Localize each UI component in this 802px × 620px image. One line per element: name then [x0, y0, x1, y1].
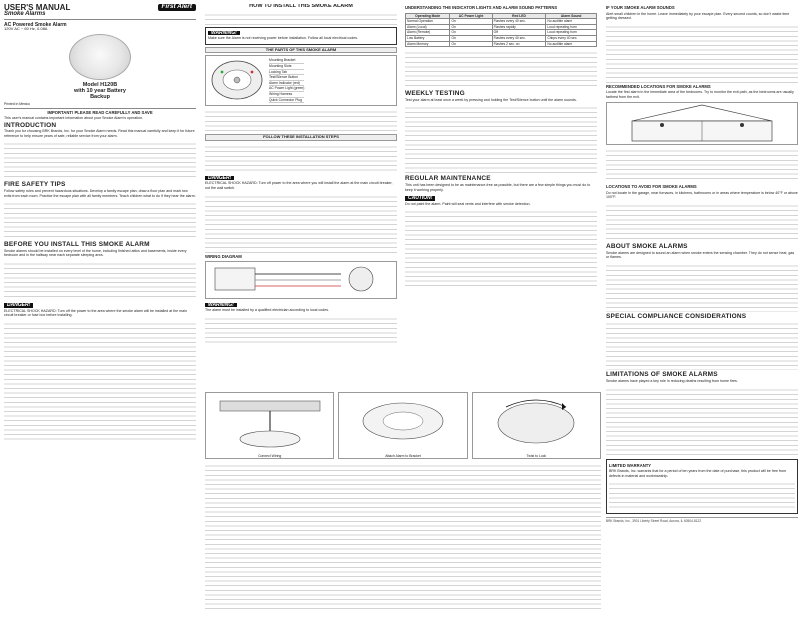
warning-body-lines [205, 315, 397, 345]
caution-label: CAUTION! [405, 196, 435, 201]
table-cell: Flashes rapidly [492, 24, 546, 30]
weekly-testing-text: Test your alarm at least once a week by pressing and holding the Test/Silence button until the alarm sounds. [405, 97, 577, 102]
avoid-locations-heading: LOCATIONS TO AVOID FOR SMOKE ALARMS [606, 184, 697, 190]
intro-body-lines [4, 140, 196, 180]
if-alarm-sounds-heading: IF YOUR SMOKE ALARM SOUNDS [606, 5, 675, 10]
table-cell: Alarm (Remote) [406, 30, 450, 36]
follow-steps-body-lines [205, 143, 397, 173]
print-info [4, 102, 196, 110]
recommended-body-lines [606, 147, 798, 183]
regular-maintenance-text: This unit has been designed to be as maintenance-free as possible, but there are a few simple things you must do to keep it working properly. [405, 182, 591, 192]
column-2 [205, 4, 397, 388]
model-line-1: Model H120B [82, 81, 118, 88]
if-alarm-body-lines [606, 23, 798, 83]
parts-diagram [205, 55, 397, 106]
part-1: Mounting Bracket [269, 58, 304, 64]
how-to-install-body-lines [205, 11, 397, 25]
parts-body-lines [205, 108, 397, 132]
about-heading: ABOUT SMOKE ALARMS [606, 242, 688, 250]
part-3: Locking Tab [269, 70, 304, 76]
compliance-body-lines [606, 320, 798, 370]
figure-1-caption: Connect Wiring [258, 454, 282, 458]
warning-text-2: The alarm must be installed by a qualified electrician according to local codes. [205, 308, 330, 313]
fire-safety-body-lines [4, 200, 196, 240]
wiring-heading: WIRING DIAGRAM [205, 253, 242, 259]
figure-2-drawing [343, 393, 463, 453]
warning-label-1: WARNING! [208, 31, 240, 36]
product-name: Smoke Alarms [4, 11, 46, 17]
table-cell: No audible alarm [546, 19, 597, 25]
intro-heading: INTRODUCTION [4, 121, 57, 129]
figure-2 [338, 392, 467, 459]
warning-label-2: WARNING! [205, 303, 237, 308]
before-install-heading: BEFORE YOU INSTALL THIS SMOKE ALARM [4, 241, 150, 249]
if-alarm-sounds-text: Alert small children in the home. Leave immediately by your escape plan. Every second counts, so don't waste time getting dressed. [606, 11, 790, 21]
part-4: Test/Silence Button [269, 75, 304, 81]
limitations-body-lines [606, 386, 798, 456]
part-5: Alarm Indicator (red) [269, 81, 304, 87]
wiring-diagram [205, 261, 397, 299]
danger-body-lines [4, 320, 196, 440]
wiring-drawing [211, 262, 391, 296]
power-rating: 120V AC ~ 60 Hz, 0.08A [4, 26, 48, 32]
figure-body-lines [205, 462, 601, 612]
recommended-locations-heading: RECOMMENDED LOCATIONS FOR SMOKE ALARMS [606, 83, 711, 89]
limitations-text: Smoke alarms have played a key role in reducing deaths resulting from home fires. [606, 378, 738, 383]
figure-1 [205, 392, 334, 459]
figure-2-caption: Attach Alarm to Bracket [385, 454, 421, 458]
maintenance-body-lines [405, 208, 597, 288]
table-cell: Low Battery [406, 35, 450, 41]
part-2: Mounting Slots [269, 64, 304, 70]
table-cell: Flashes every 40 sec. [492, 19, 546, 25]
recommended-locations-text: Locate the first alarm in the immediate area of the bedrooms. Try to monitor the exit path, as the bedrooms are usually farthest from the exit. [606, 90, 794, 99]
model-line-3: Backup [90, 93, 110, 100]
important-text: This user's manual contains important information about your Smoke Alarm's operation. [4, 115, 143, 120]
table-cell: Loud repeating horn [546, 24, 597, 30]
footer-address: BRK Brands, Inc., 3901 Liberty Street Road, Aurora, IL 60504-8122 [606, 517, 798, 524]
about-text: Smoke alarms are designed to sound an alarm when smoke enters the sensing chamber. They do not sense heat, gas or flames. [606, 250, 795, 260]
warning-text-1: Make sure the Alarm is not receiving power before installation. Follow all local electrical codes. [208, 36, 359, 41]
table-cell: Alarm (Local) [406, 24, 450, 30]
warranty-heading: LIMITED WARRANTY [609, 462, 652, 468]
house-diagram [606, 102, 798, 146]
table-header: Operating Mode [406, 13, 450, 19]
caution-text: Do not paint the alarm. Paint will seal vents and interfere with smoke detection. [405, 201, 531, 206]
avoid-body-lines [606, 202, 798, 242]
table-cell: Alarm Memory [406, 41, 450, 47]
figure-1-drawing [210, 393, 330, 453]
danger-text-1: ELECTRICAL SHOCK HAZARD: Turn off the power to the area where the smoke alarm will be installed at the main circuit breaker or fuse box before installing. [4, 308, 187, 318]
warranty-body-lines [609, 480, 795, 510]
install-figures [205, 390, 601, 613]
table-header: Alarm Sound [546, 13, 597, 19]
brand-logo: First Alert [158, 4, 196, 11]
table-cell: Flashes 2 sec. on [492, 41, 546, 47]
follow-steps-heading: FOLLOW THESE INSTALLATION STEPS [205, 134, 397, 141]
compliance-heading: SPECIAL COMPLIANCE CONSIDERATIONS [606, 312, 747, 320]
table-cell: On [450, 41, 492, 47]
table-cell: Loud repeating horn [546, 30, 597, 36]
alarm-parts-drawing [208, 58, 266, 102]
smoke-alarm-photo [69, 34, 131, 80]
table-cell: Flashes every 40 sec. [492, 35, 546, 41]
table-cell: On [450, 30, 492, 36]
warranty-box [606, 459, 798, 515]
column-3 [405, 4, 597, 388]
important-notice: IMPORTANT! PLEASE READ CAREFULLY AND SAVE [47, 110, 153, 116]
fire-safety-heading: FIRE SAFETY TIPS [4, 181, 66, 189]
part-6: AC Power Light (green) [269, 86, 305, 91]
parts-heading: THE PARTS OF THIS SMOKE ALARM [205, 47, 397, 54]
danger-label-2: DANGER! [205, 176, 234, 181]
about-body-lines [606, 262, 798, 312]
table-cell: No audible alarm [546, 41, 597, 47]
before-install-text: Smoke alarms should be installed on every level of the home, including finished attics and basements, inside every bedroom and in the hallway near each separate sleeping area. [4, 248, 187, 258]
column-4 [606, 4, 798, 616]
intro-text: Thank you for choosing BRK Brands, Inc. for your Smoke Alarm needs. Read this manual carefully and keep it for future reference to help ensure years of safe, reliable service from your alarm. [4, 129, 195, 138]
model-line-2: with 10 year Battery [74, 87, 126, 94]
printed-in: Printed in Mexico [4, 101, 31, 106]
warning-box-1 [205, 27, 397, 45]
limitations-heading: LIMITATIONS OF SMOKE ALARMS [606, 371, 718, 379]
table-cell: Off [492, 30, 546, 36]
indicator-table [405, 13, 597, 48]
part-7: Wiring Harness [269, 92, 304, 98]
indicator-heading: UNDERSTANDING THE INDICATOR LIGHTS AND ALARM SOUND PATTERNS [405, 5, 558, 10]
parts-list [269, 58, 304, 103]
manual-header [4, 4, 196, 20]
table-header: AC Power Light [450, 13, 492, 19]
install-steps-lines [205, 193, 397, 253]
figure-3-drawing [476, 393, 596, 453]
weekly-body-lines [405, 104, 597, 174]
column-1 [4, 4, 196, 616]
warranty-text: BRK Brands, Inc. warrants that for a period of ten years from the date of purchase, this product will be free from defects in material and workmanship. [609, 469, 787, 478]
regular-maintenance-heading: REGULAR MAINTENANCE [405, 175, 491, 183]
table-cell: On [450, 19, 492, 25]
table-cell: Normal Operation [406, 19, 450, 25]
figure-row [205, 390, 601, 461]
manual-title: USER'S MANUAL [4, 4, 71, 12]
avoid-locations-text: Do not locate in the garage, near furnaces, in kitchens, bathrooms or in areas where temperature is below 40°F or above 100°F. [606, 190, 798, 200]
part-8: Quick Connector Plug [269, 98, 304, 104]
table-cell: On [450, 24, 492, 30]
table-cell: Chirps every 40 sec. [546, 35, 597, 41]
fire-safety-text: Follow safety rules and prevent hazardous situations. Develop a family escape plan, draw a floor plan and mark two exits from each room. Practice the escape plan with all family members. Teach children what to do if they hear the alarm. [4, 188, 196, 198]
how-to-install-heading: HOW TO INSTALL THIS SMOKE ALARM [249, 4, 353, 9]
indicator-body-lines [405, 49, 597, 89]
table-header: Red LED [492, 13, 546, 19]
danger-label-1: DANGER! [4, 303, 33, 308]
danger-text-2: ELECTRICAL SHOCK HAZARD: Turn off power to the area where you will install the alarm at the main circuit breaker, not the wall switch. [205, 181, 393, 190]
figure-3 [472, 392, 601, 459]
product-subtitle: AC Powered Smoke Alarm [4, 21, 67, 28]
figure-3-caption: Twist to Lock [526, 454, 547, 458]
weekly-testing-heading: WEEKLY TESTING [405, 90, 465, 98]
table-cell: On [450, 35, 492, 41]
table-row [406, 41, 597, 47]
house-drawing [612, 103, 792, 143]
before-install-body-lines [4, 260, 196, 300]
